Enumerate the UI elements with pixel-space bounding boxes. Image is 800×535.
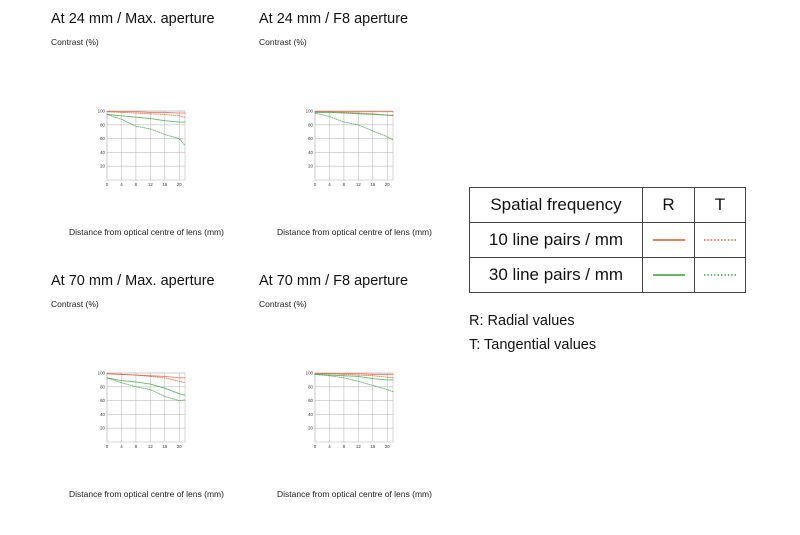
- x-tick-label: 8: [342, 182, 346, 187]
- y-tick-label: 20: [100, 425, 105, 431]
- y-tick-label: 100: [305, 370, 313, 376]
- x-tick-label: 0: [313, 182, 317, 187]
- x-tick-label: 16: [162, 444, 168, 449]
- x-tick-label: 16: [370, 182, 376, 187]
- x-tick-label: 16: [162, 182, 168, 187]
- legend-row: [470, 223, 746, 258]
- panel-y-axis-label: Contrast (%): [51, 299, 99, 309]
- y-tick-label: 80: [308, 384, 313, 390]
- mtf-chart: [91, 355, 201, 447]
- series-line: [107, 378, 185, 395]
- series-line: [315, 112, 393, 115]
- legend-swatch-radial: [643, 258, 695, 293]
- mtf-chart: [299, 93, 409, 185]
- panel-y-axis-label: Contrast (%): [259, 37, 307, 47]
- legend-notes: [469, 309, 596, 357]
- legend-row-label: 30 line pairs / mm: [470, 258, 643, 293]
- x-tick-label: 12: [355, 182, 361, 187]
- x-tick-label: 4: [328, 444, 331, 449]
- series-line: [107, 374, 185, 383]
- legend-header-radial: R: [643, 188, 695, 223]
- x-tick-label: 12: [147, 444, 153, 449]
- y-tick-label: 40: [100, 411, 105, 417]
- x-tick-label: 8: [134, 182, 138, 187]
- panel-x-axis-label: Distance from optical centre of lens (mm): [277, 227, 432, 237]
- panel-y-axis-label: Contrast (%): [259, 299, 307, 309]
- panel-x-axis-label: Distance from optical centre of lens (mm): [69, 227, 224, 237]
- mtf-chart: [299, 355, 409, 447]
- panel-title: At 24 mm / F8 aperture: [259, 11, 409, 27]
- mtf-panel: [259, 11, 459, 273]
- x-tick-label: 16: [370, 444, 376, 449]
- x-tick-label: 8: [134, 444, 138, 449]
- series-line: [107, 378, 185, 401]
- note-radial: R: Radial values: [469, 313, 575, 329]
- x-tick-label: 4: [120, 444, 123, 449]
- x-tick-label: 4: [328, 182, 331, 187]
- legend-swatch-tangential: [695, 258, 746, 293]
- plot-frame: [315, 373, 393, 442]
- y-tick-label: 80: [100, 384, 105, 390]
- x-tick-label: 4: [120, 182, 123, 187]
- mtf-panel: [259, 273, 459, 535]
- mtf-chart: [91, 93, 201, 185]
- x-tick-label: 0: [105, 182, 109, 187]
- legend-table: [469, 187, 746, 293]
- y-tick-label: 20: [100, 163, 105, 169]
- x-tick-label: 20: [384, 182, 390, 187]
- y-tick-label: 100: [97, 370, 105, 376]
- y-tick-label: 20: [308, 163, 313, 169]
- panel-title: At 70 mm / F8 aperture: [259, 273, 409, 289]
- panel-title: At 70 mm / Max. aperture: [51, 273, 215, 289]
- y-tick-label: 40: [308, 149, 313, 155]
- legend-swatch-radial: [643, 223, 695, 258]
- series-line: [107, 114, 185, 145]
- x-tick-label: 8: [342, 444, 346, 449]
- y-tick-label: 20: [308, 425, 313, 431]
- plot-frame: [315, 111, 393, 180]
- legend-row-label: 10 line pairs / mm: [470, 223, 643, 258]
- note-tangential: T: Tangential values: [469, 337, 597, 353]
- x-tick-label: 20: [176, 444, 182, 449]
- series-line: [315, 113, 393, 140]
- y-tick-label: 40: [100, 149, 105, 155]
- y-tick-label: 100: [305, 108, 313, 114]
- y-tick-label: 80: [308, 122, 313, 128]
- y-tick-label: 40: [308, 411, 313, 417]
- x-tick-label: 0: [105, 444, 109, 449]
- panel-x-axis-label: Distance from optical centre of lens (mm): [277, 489, 432, 499]
- x-tick-label: 0: [313, 444, 317, 449]
- legend-header-row: [470, 188, 746, 223]
- y-tick-label: 60: [308, 398, 313, 404]
- y-tick-label: 80: [100, 122, 105, 128]
- x-tick-label: 12: [147, 182, 153, 187]
- y-tick-label: 60: [308, 136, 313, 142]
- mtf-panel: [51, 273, 251, 535]
- legend-header-tangential: T: [695, 188, 746, 223]
- x-tick-label: 12: [355, 444, 361, 449]
- legend-swatch-tangential: [695, 223, 746, 258]
- legend-row: [470, 258, 746, 293]
- legend-header-frequency: Spatial frequency: [470, 188, 643, 223]
- y-tick-label: 60: [100, 398, 105, 404]
- x-tick-label: 20: [384, 444, 390, 449]
- panel-y-axis-label: Contrast (%): [51, 37, 99, 47]
- panel-x-axis-label: Distance from optical centre of lens (mm): [69, 489, 224, 499]
- mtf-panel: [51, 11, 251, 273]
- panel-title: At 24 mm / Max. aperture: [51, 11, 215, 27]
- y-tick-label: 100: [97, 108, 105, 114]
- x-tick-label: 20: [176, 182, 182, 187]
- y-tick-label: 60: [100, 136, 105, 142]
